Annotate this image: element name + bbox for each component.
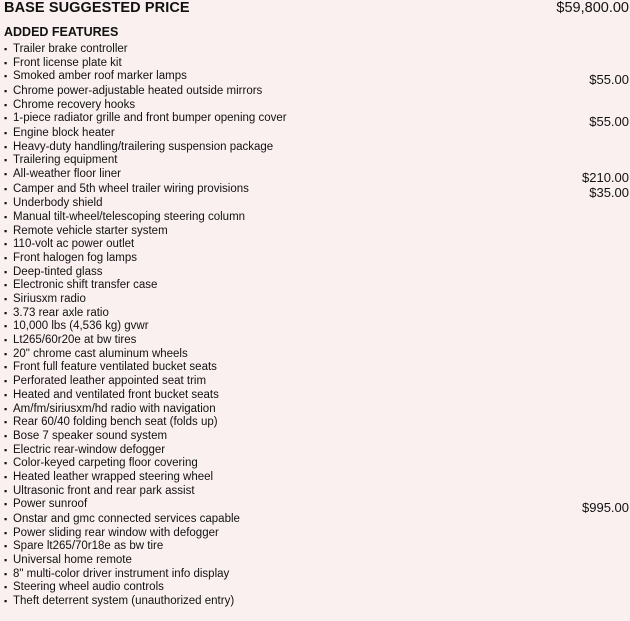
bullet-icon: ▪ bbox=[4, 71, 8, 82]
feature-name: Bose 7 speaker sound system bbox=[13, 429, 168, 442]
feature-item bbox=[4, 211, 629, 225]
feature-item bbox=[4, 348, 629, 362]
bullet-icon: ▪ bbox=[4, 430, 8, 441]
feature-name: Lt265/60r20e at bw tires bbox=[13, 334, 137, 347]
feature-name: Camper and 5th wheel trailer wiring provisions bbox=[13, 182, 249, 195]
added-features-list bbox=[4, 43, 629, 609]
bullet-icon: ▪ bbox=[4, 252, 8, 263]
feature-name: Electronic shift transfer case bbox=[13, 279, 158, 292]
bullet-icon: ▪ bbox=[4, 376, 8, 387]
feature-name: Heated and ventilated front bucket seats bbox=[13, 388, 219, 401]
bullet-icon: ▪ bbox=[4, 362, 8, 373]
bullet-icon: ▪ bbox=[4, 471, 8, 482]
feature-item bbox=[4, 444, 629, 458]
feature-name: Deep-tinted glass bbox=[13, 265, 103, 278]
feature-name: Rear 60/40 folding bench seat (folds up) bbox=[13, 416, 218, 429]
feature-price: $210.00 bbox=[582, 170, 629, 185]
feature-item bbox=[4, 252, 629, 266]
base-price-value: $59,800.00 bbox=[556, 0, 629, 16]
base-price-label: BASE SUGGESTED PRICE bbox=[4, 0, 190, 16]
feature-name: Trailering equipment bbox=[13, 154, 118, 167]
feature-name: Universal home remote bbox=[13, 553, 132, 566]
feature-name: Heated leather wrapped steering wheel bbox=[13, 470, 214, 483]
feature-item bbox=[4, 485, 629, 499]
feature-item bbox=[4, 238, 629, 252]
feature-item bbox=[4, 430, 629, 444]
bullet-icon: ▪ bbox=[4, 527, 8, 538]
feature-item bbox=[4, 43, 629, 57]
bullet-icon: ▪ bbox=[4, 596, 8, 607]
feature-item bbox=[4, 154, 629, 168]
bullet-icon: ▪ bbox=[4, 389, 8, 400]
feature-item bbox=[4, 403, 629, 417]
bullet-icon: ▪ bbox=[4, 321, 8, 332]
bullet-icon: ▪ bbox=[4, 485, 8, 496]
bullet-icon: ▪ bbox=[4, 155, 8, 166]
bullet-icon: ▪ bbox=[4, 499, 8, 510]
feature-name: Trailer brake controller bbox=[13, 43, 128, 55]
feature-name: Am/fm/siriusxm/hd radio with navigation bbox=[13, 402, 216, 415]
bullet-icon: ▪ bbox=[4, 44, 8, 54]
feature-name: Front halogen fog lamps bbox=[13, 251, 138, 264]
feature-item bbox=[4, 375, 629, 389]
feature-item bbox=[4, 389, 629, 403]
feature-name: 1-piece radiator grille and front bumper opening cover bbox=[13, 112, 287, 125]
bullet-icon: ▪ bbox=[4, 280, 8, 291]
feature-name: Spare lt265/70r18e as bw tire bbox=[13, 540, 164, 553]
feature-item bbox=[4, 197, 629, 211]
feature-item bbox=[4, 307, 629, 321]
feature-item bbox=[4, 581, 629, 595]
feature-item bbox=[4, 554, 629, 568]
feature-item bbox=[4, 595, 629, 609]
feature-item bbox=[4, 183, 629, 198]
bullet-icon: ▪ bbox=[4, 541, 8, 552]
bullet-icon: ▪ bbox=[4, 568, 8, 579]
feature-name: Power sunroof bbox=[13, 498, 88, 511]
feature-item bbox=[4, 293, 629, 307]
feature-name: Engine block heater bbox=[13, 126, 115, 139]
feature-name: 10,000 lbs (4,536 kg) gvwr bbox=[13, 320, 149, 333]
feature-item bbox=[4, 540, 629, 554]
feature-name: Front full feature ventilated bucket seats bbox=[13, 361, 217, 374]
feature-item bbox=[4, 112, 629, 130]
feature-name: 20" chrome cast aluminum wheels bbox=[13, 347, 188, 360]
feature-item bbox=[4, 320, 629, 334]
bullet-icon: ▪ bbox=[4, 458, 8, 469]
feature-name: Perforated leather appointed seat trim bbox=[13, 375, 207, 388]
feature-name: Underbody shield bbox=[13, 197, 103, 210]
bullet-icon: ▪ bbox=[4, 85, 8, 96]
bullet-icon: ▪ bbox=[4, 335, 8, 346]
feature-name: Ultrasonic front and rear park assist bbox=[13, 484, 195, 497]
bullet-icon: ▪ bbox=[4, 417, 8, 428]
bullet-icon: ▪ bbox=[4, 444, 8, 455]
feature-item bbox=[4, 279, 629, 293]
feature-price: $55.00 bbox=[589, 114, 629, 130]
bullet-icon: ▪ bbox=[4, 113, 8, 124]
feature-price: $35.00 bbox=[589, 184, 629, 200]
bullet-icon: ▪ bbox=[4, 127, 8, 138]
feature-name: Heavy-duty handling/trailering suspension package bbox=[13, 140, 274, 153]
bullet-icon: ▪ bbox=[4, 183, 8, 194]
feature-item bbox=[4, 416, 629, 430]
feature-name: Onstar and gmc connected services capable bbox=[13, 512, 240, 525]
base-price-row bbox=[4, 0, 629, 18]
feature-item bbox=[4, 334, 629, 348]
feature-item bbox=[4, 498, 629, 516]
feature-item bbox=[4, 85, 629, 99]
bullet-icon: ▪ bbox=[4, 141, 8, 152]
feature-name: Chrome power-adjustable heated outside mirrors bbox=[13, 84, 263, 97]
bullet-icon: ▪ bbox=[4, 307, 8, 318]
bullet-icon: ▪ bbox=[4, 582, 8, 593]
feature-item bbox=[4, 127, 629, 141]
feature-item bbox=[4, 361, 629, 375]
bullet-icon: ▪ bbox=[4, 348, 8, 359]
feature-item bbox=[4, 70, 629, 88]
feature-name: Smoked amber roof marker lamps bbox=[13, 70, 187, 83]
feature-price: $55.00 bbox=[589, 72, 629, 88]
bullet-icon: ▪ bbox=[4, 225, 8, 236]
feature-item bbox=[4, 457, 629, 471]
feature-name: Power sliding rear window with defogger bbox=[13, 526, 219, 539]
bullet-icon: ▪ bbox=[4, 266, 8, 277]
bullet-icon: ▪ bbox=[4, 294, 8, 304]
feature-item bbox=[4, 168, 629, 183]
feature-name: Steering wheel audio controls bbox=[13, 581, 164, 594]
feature-name: All-weather floor liner bbox=[13, 168, 122, 180]
feature-name: Front license plate kit bbox=[13, 56, 122, 69]
feature-item bbox=[4, 527, 629, 541]
feature-name: Siriusxm radio bbox=[13, 293, 86, 305]
bullet-icon: ▪ bbox=[4, 554, 8, 565]
feature-name: Manual tilt-wheel/telescoping steering column bbox=[13, 210, 246, 223]
feature-price: $995.00 bbox=[582, 500, 629, 516]
feature-name: 110-volt ac power outlet bbox=[13, 238, 135, 251]
bullet-icon: ▪ bbox=[4, 99, 8, 110]
feature-name: 8" multi-color driver instrument info display bbox=[13, 567, 230, 580]
feature-item bbox=[4, 513, 629, 527]
bullet-icon: ▪ bbox=[4, 403, 8, 414]
feature-item bbox=[4, 568, 629, 582]
feature-item bbox=[4, 57, 629, 71]
bullet-icon: ▪ bbox=[4, 239, 8, 250]
added-features-heading: ADDED FEATURES bbox=[4, 25, 119, 39]
feature-item bbox=[4, 266, 629, 280]
bullet-icon: ▪ bbox=[4, 198, 8, 209]
feature-name: Electric rear-window defogger bbox=[13, 443, 166, 456]
feature-name: Chrome recovery hooks bbox=[13, 98, 136, 111]
feature-name: Color-keyed carpeting floor covering bbox=[13, 457, 198, 470]
bullet-icon: ▪ bbox=[4, 513, 8, 524]
bullet-icon: ▪ bbox=[4, 57, 8, 68]
feature-item bbox=[4, 471, 629, 485]
bullet-icon: ▪ bbox=[4, 169, 8, 179]
feature-name: Theft deterrent system (unauthorized entry) bbox=[13, 595, 235, 608]
feature-name: 3.73 rear axle ratio bbox=[13, 306, 109, 319]
feature-item bbox=[4, 225, 629, 239]
feature-name: Remote vehicle starter system bbox=[13, 224, 168, 237]
bullet-icon: ▪ bbox=[4, 211, 8, 222]
feature-item bbox=[4, 99, 629, 113]
feature-item bbox=[4, 141, 629, 155]
